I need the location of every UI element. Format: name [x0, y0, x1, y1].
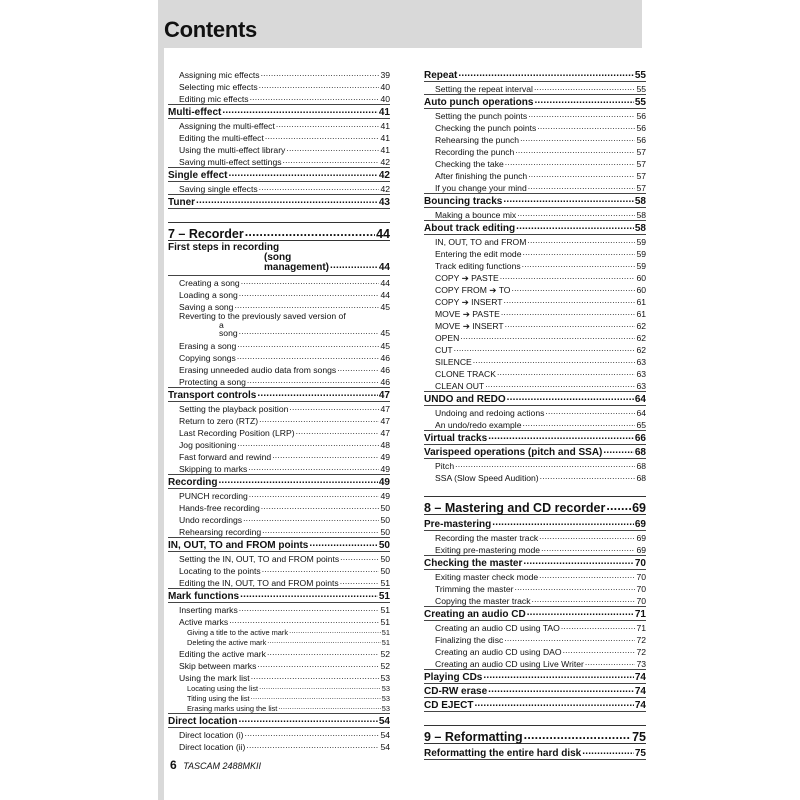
toc-section-cd-eject[interactable]: CD EJECT ..... 74: [424, 698, 646, 712]
toc-entry[interactable]: Direct location (i) ..... 54: [168, 728, 390, 740]
toc-entry[interactable]: Direct location (ii) ..... 54: [168, 740, 390, 752]
toc-section-bouncing[interactable]: Bouncing tracks ..... 58: [424, 193, 646, 208]
toc-entry[interactable]: Checking the take ..... 57: [424, 157, 646, 169]
page-title: Contents: [164, 17, 257, 42]
toc-section-auto-punch[interactable]: Auto punch operations ..... 55: [424, 94, 646, 109]
toc-subentry[interactable]: Titling using the list ..... 53: [168, 693, 390, 703]
toc-entry[interactable]: Protecting a song ..... 46: [168, 375, 390, 387]
toc-entry[interactable]: An undo/redo example ..... 65: [424, 418, 646, 430]
toc-section-direct-location[interactable]: Direct location ..... 54: [168, 713, 390, 728]
toc-entry[interactable]: Undo recordings ..... 50: [168, 513, 390, 525]
toc-section-undo-redo[interactable]: UNDO and REDO ..... 64: [424, 391, 646, 406]
toc-entry[interactable]: Checking the punch points ..... 56: [424, 121, 646, 133]
toc-entry[interactable]: CLEAN OUT ..... 63: [424, 379, 646, 391]
toc-subentry[interactable]: Giving a title to the active mark ..... 51: [168, 627, 390, 637]
footer-product: TASCAM 2488MKII: [183, 761, 262, 771]
header-bar: [158, 0, 642, 48]
toc-entry[interactable]: Copying the master track ..... 70: [424, 594, 646, 606]
toc-entry[interactable]: SILENCE ..... 63: [424, 355, 646, 367]
toc-entry[interactable]: Track editing functions ..... 59: [424, 259, 646, 271]
toc-entry[interactable]: Creating an audio CD using DAO ..... 72: [424, 645, 646, 657]
toc-subentry[interactable]: Locating using the list ..... 53: [168, 683, 390, 693]
toc-section-varispeed[interactable]: Varispeed operations (pitch and SSA) ..... 68: [424, 445, 646, 459]
toc-section-tuner[interactable]: Tuner ..... 43: [168, 194, 390, 209]
toc-entry[interactable]: PUNCH recording ..... 49: [168, 489, 390, 501]
toc-chapter-7[interactable]: 7 – Recorder ..... 44: [168, 222, 390, 241]
toc-entry[interactable]: Saving single effects ..... 42: [168, 182, 390, 194]
toc-entry[interactable]: Exiting master check mode ..... 70: [424, 570, 646, 582]
toc-entry[interactable]: Saving a song ..... 45: [168, 300, 390, 312]
toc-entry[interactable]: COPY FROM ➔ TO ..... 60: [424, 283, 646, 295]
toc-entry[interactable]: Assigning mic effects ..... 39: [168, 68, 390, 80]
page-footer: [170, 758, 261, 772]
toc-entry[interactable]: Rehearsing the punch ..... 56: [424, 133, 646, 145]
toc-entry[interactable]: Creating a song ..... 44: [168, 276, 390, 288]
toc-entry[interactable]: Active marks ..... 51: [168, 615, 390, 627]
toc-section-in-out-points[interactable]: IN, OUT, TO and FROM points ..... 50: [168, 537, 390, 552]
toc-entry[interactable]: CUT ..... 62: [424, 343, 646, 355]
toc-entry[interactable]: Reverting to the previously saved version of a song ..... 45: [168, 312, 390, 339]
toc-entry[interactable]: Return to zero (RTZ) ..... 47: [168, 414, 390, 426]
toc-entry[interactable]: Creating an audio CD using TAO ..... 71: [424, 621, 646, 633]
toc-entry[interactable]: Hands-free recording ..... 50: [168, 501, 390, 513]
toc-entry[interactable]: Using the multi-effect library ..... 41: [168, 143, 390, 155]
toc-entry[interactable]: Erasing unneeded audio data from songs ..... 46: [168, 363, 390, 375]
toc-entry[interactable]: Skip between marks ..... 52: [168, 659, 390, 671]
toc-entry[interactable]: Setting the IN, OUT, TO and FROM points ..... 50: [168, 552, 390, 564]
toc-entry[interactable]: Using the mark list ..... 53: [168, 671, 390, 683]
toc-entry[interactable]: COPY ➔ INSERT ..... 61: [424, 295, 646, 307]
toc-entry[interactable]: If you change your mind ..... 57: [424, 181, 646, 193]
toc-entry[interactable]: Fast forward and rewind ..... 49: [168, 450, 390, 462]
toc-section-create-audio-cd[interactable]: Creating an audio CD ..... 71: [424, 606, 646, 621]
toc-column-left: [168, 68, 390, 752]
left-margin-bar: [158, 48, 164, 800]
toc-entry[interactable]: Erasing a song ..... 45: [168, 339, 390, 351]
toc-section-pre-mastering[interactable]: Pre-mastering ..... 69: [424, 517, 646, 531]
toc-entry[interactable]: Editing the multi-effect ..... 41: [168, 131, 390, 143]
toc-column-right: [424, 68, 646, 760]
toc-entry[interactable]: CLONE TRACK ..... 63: [424, 367, 646, 379]
toc-section-transport[interactable]: Transport controls ..... 47: [168, 387, 390, 402]
page-number: 6: [170, 758, 177, 772]
toc-entry[interactable]: Loading a song ..... 44: [168, 288, 390, 300]
toc-entry[interactable]: Inserting marks ..... 51: [168, 603, 390, 615]
toc-entry[interactable]: Pitch ..... 68: [424, 459, 646, 471]
toc-subentry[interactable]: Erasing marks using the list ..... 53: [168, 703, 390, 713]
toc-entry[interactable]: Last Recording Position (LRP) ..... 47: [168, 426, 390, 438]
toc-entry[interactable]: SSA (Slow Speed Audition) ..... 68: [424, 471, 646, 483]
toc-entry[interactable]: OPEN ..... 62: [424, 331, 646, 343]
toc-entry[interactable]: Assigning the multi-effect ..... 41: [168, 119, 390, 131]
toc-entry[interactable]: Skipping to marks ..... 49: [168, 462, 390, 474]
toc-entry[interactable]: Creating an audio CD using Live Writer ..... 73: [424, 657, 646, 669]
toc-section-repeat[interactable]: Repeat ..... 55: [424, 68, 646, 82]
toc-entry[interactable]: Trimming the master ..... 70: [424, 582, 646, 594]
toc-entry[interactable]: Editing the IN, OUT, TO and FROM points ..... 51: [168, 576, 390, 588]
toc-entry[interactable]: Undoing and redoing actions ..... 64: [424, 406, 646, 418]
toc-entry[interactable]: MOVE ➔ INSERT ..... 62: [424, 319, 646, 331]
toc-section-single-effect[interactable]: Single effect ..... 42: [168, 167, 390, 182]
toc-entry[interactable]: Selecting mic effects ..... 40: [168, 80, 390, 92]
toc-entry[interactable]: Locating to the points ..... 50: [168, 564, 390, 576]
toc-entry[interactable]: After finishing the punch ..... 57: [424, 169, 646, 181]
toc-section-playing-cds[interactable]: Playing CDs ..... 74: [424, 669, 646, 684]
toc-entry[interactable]: Setting the punch points ..... 56: [424, 109, 646, 121]
toc-entry[interactable]: COPY ➔ PASTE ..... 60: [424, 271, 646, 283]
toc-section-track-editing[interactable]: About track editing ..... 58: [424, 220, 646, 235]
toc-entry[interactable]: Setting the repeat interval ..... 55: [424, 82, 646, 94]
toc-entry[interactable]: Saving multi-effect settings ..... 42: [168, 155, 390, 167]
toc-entry[interactable]: MOVE ➔ PASTE ..... 61: [424, 307, 646, 319]
toc-section-first-steps[interactable]: First steps in recording (song management) ..... 44: [168, 243, 390, 276]
toc-subentry[interactable]: Deleting the active mark ..... 51: [168, 637, 390, 647]
toc-entry[interactable]: Setting the playback position ..... 47: [168, 402, 390, 414]
toc-section-cdrw-erase[interactable]: CD-RW erase ..... 74: [424, 684, 646, 698]
toc-entry[interactable]: Exiting pre-mastering mode ..... 69: [424, 543, 646, 555]
toc-chapter-8[interactable]: 8 – Mastering and CD recorder ..... 69: [424, 496, 646, 515]
toc-section-virtual-tracks[interactable]: Virtual tracks ..... 66: [424, 430, 646, 445]
toc-section-multi-effect[interactable]: Multi-effect ..... 41: [168, 104, 390, 119]
toc-entry[interactable]: IN, OUT, TO and FROM ..... 59: [424, 235, 646, 247]
toc-entry[interactable]: Recording the master track ..... 69: [424, 531, 646, 543]
toc-section-mark-functions[interactable]: Mark functions ..... 51: [168, 588, 390, 603]
toc-section-reformat-disk[interactable]: Reformatting the entire hard disk ..... 75: [424, 746, 646, 760]
toc-entry[interactable]: Finalizing the disc ..... 72: [424, 633, 646, 645]
toc-chapter-9[interactable]: 9 – Reformatting ..... 75: [424, 725, 646, 744]
toc-entry[interactable]: Copying songs ..... 46: [168, 351, 390, 363]
toc-entry[interactable]: Editing mic effects ..... 40: [168, 92, 390, 104]
toc-entry[interactable]: Editing the active mark ..... 52: [168, 647, 390, 659]
toc-entry[interactable]: Jog positioning ..... 48: [168, 438, 390, 450]
toc-section-recording[interactable]: Recording ..... 49: [168, 474, 390, 489]
toc-entry[interactable]: Entering the edit mode ..... 59: [424, 247, 646, 259]
toc-entry[interactable]: Recording the punch ..... 57: [424, 145, 646, 157]
toc-entry[interactable]: Rehearsing recording ..... 50: [168, 525, 390, 537]
toc-section-checking-master[interactable]: Checking the master ..... 70: [424, 555, 646, 570]
toc-entry[interactable]: Making a bounce mix ..... 58: [424, 208, 646, 220]
